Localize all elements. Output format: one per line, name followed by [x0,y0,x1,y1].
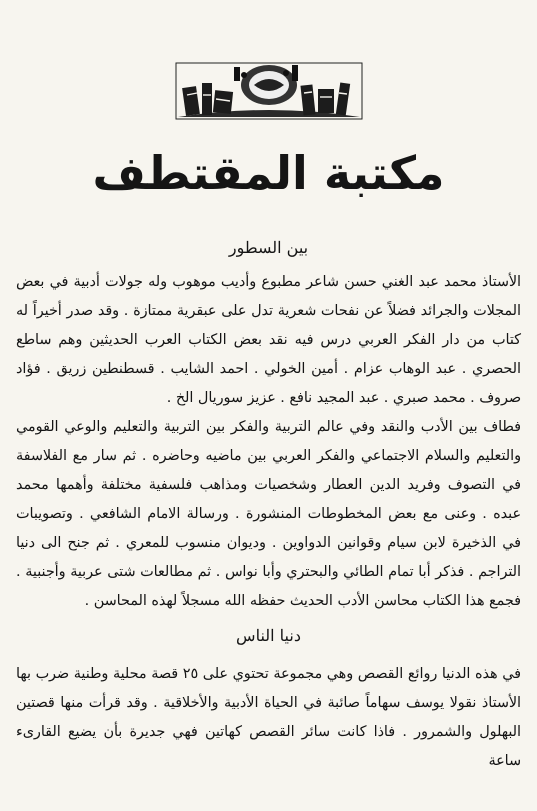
decorative-header-ornament [0,54,537,126]
paragraph: في هذه الدنيا روائع القصص وهي مجموعة تحتوي على ٢٥ قصة محلية وطنية ضرب بها الأستاذ نقولا يوسف سهاماً صائبة في الحياة الأدبية والأخلاقية . وقد قرأت منها قصتين البهلول والشمرور . فاذا كانت سائر القصص كهاتين فهي جديرة بأن يضيع القارىء ساعة [16,666,521,769]
masthead-title: مكتبة المقتطف [92,146,445,200]
books-and-globe-illustration [174,55,364,125]
section-heading-world-of-people: دنيا الناس [236,626,301,645]
section-body-between-the-lines [16,268,521,616]
paragraph: الأستاذ محمد عبد الغني حسن شاعر مطبوع وأديب موهوب وله جولات أدبية في بعض المجلات والجرائد فضلاً عن نفحات شعرية تدل على عبقرية ممتازة . وقد صدر أخيراً له كتاب من دار الفكر العربي درس فيه نقد بعض الكتاب العرب الحديثين وهم ساطع الحصري . عبد الوهاب عزام . أمين الخولي . احمد الشايب . قسطنطين زريق . فؤاد صروف . محمد صبري . عبد المجيد نافع . عزيز سوريال الخ . [16,274,521,406]
masthead [0,138,537,208]
paragraph: فطاف بين الأدب والنقد وفي عالم التربية والفكر بين التربية والتعليم والوعي القومي والتعليم والسلام الاجتماعي والفكر العربي بين ماضيه وحاضره . ثم سار مع الفلاسفة في التصوف وفريد الدين العطار وشخصيات ومذاهب فلسفية مختلفة وأهمها محمد عبده . وعنى مع بعض المخطوطات المنشورة . ورسالة الامام الشافعي . وتصويبات في الذخيرة لابن سيام وقوانين الدواوين . وديوان منسوب للمعري . ثم جنح الى دنيا التراجم . فذكر أبا تمام الطائي والبحتري وأبا نواس . ثم مطالعات شتى عربية وأجنبية . فجمع هذا الكتاب محاسن الأدب الحديث حفظه الله مسجلاً لهذه المحاسن . [16,419,521,609]
section-heading-between-the-lines: بين السطور [228,238,309,257]
section-body-world-of-people [16,660,521,776]
